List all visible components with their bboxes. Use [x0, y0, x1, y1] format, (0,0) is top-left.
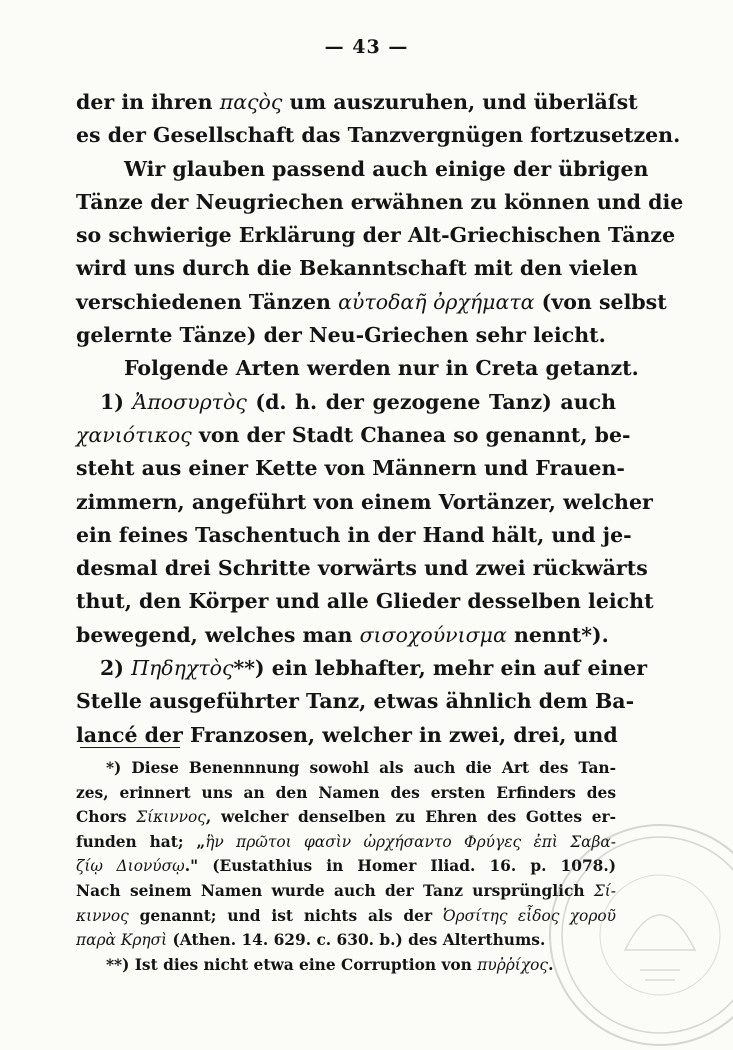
text-span: (d. h. der gezogene Tanz) auch	[246, 389, 616, 414]
text-line	[76, 219, 676, 252]
text-line	[76, 186, 684, 219]
text-span: lancé der Franzosen, welcher in zwei, drei, und	[76, 722, 618, 747]
greek-term: Πηδηχτὸς	[131, 656, 234, 681]
text-span: **) Ist dies nicht etwa eine Corruption von	[106, 955, 478, 974]
text-span: Folgende Arten werden nur in Creta getanzt.	[124, 356, 639, 381]
footnote-line	[76, 904, 616, 929]
text-span: Nach seinem Namen wurde auch der Tanz ursprünglich	[76, 881, 594, 900]
text-line	[76, 119, 681, 152]
greek-term: αὐτοδαῆ ὀρχήματα	[338, 289, 535, 314]
text-span: Tänze der Neugriechen erwähnen zu können und die	[76, 189, 684, 214]
footnote-line	[76, 805, 616, 830]
greek-term: Ἀποσυρτὸς	[132, 389, 247, 414]
text-line	[76, 419, 631, 452]
page-number: — 43 —	[324, 36, 409, 58]
text-line	[76, 153, 649, 186]
text-span: zes, erinnert uns an den Namen des ersten Erfinders des	[76, 783, 616, 802]
greek-term: ζίῳ Διονύσῳ	[76, 857, 185, 876]
greek-term: παςὸς	[219, 90, 283, 114]
greek-term: πυῤῥίχος	[477, 955, 549, 974]
text-span: wird uns durch die Bekanntschaft mit den vielen	[76, 256, 638, 281]
text-line	[76, 452, 625, 485]
text-line	[76, 319, 616, 352]
text-span: 2)	[100, 656, 132, 681]
text-span: es der Gesellschaft das Tanzvergnügen fortzusetzen.	[76, 123, 681, 148]
text-span: ." (Eustathius in Homer Iliad. 16. p. 1078.)	[184, 857, 616, 876]
text-span: desmal drei Schritte vorwärts und zwei rückwärts	[76, 556, 648, 581]
text-span: (von selbst	[534, 289, 667, 314]
text-span: steht aus einer Kette von Männern und Frauen-	[76, 456, 625, 481]
greek-term: Ὀρσίτης εἶδος χοροῦ	[442, 906, 616, 925]
greek-term: χανιότικος	[76, 422, 192, 447]
text-span: ein feines Taschentuch in der Hand hält, und je-	[76, 522, 632, 547]
footnote-line	[76, 953, 616, 978]
text-line	[76, 585, 654, 618]
text-span: zimmern, angeführt von einem Vortänzer, welcher	[76, 489, 653, 514]
footnote-line	[76, 830, 616, 855]
text-span: Wir glauben passend auch einige der übrigen	[124, 156, 649, 181]
footnote-line	[76, 854, 616, 879]
footnote-line	[76, 928, 616, 953]
footnote-line	[76, 756, 616, 781]
text-span: .	[548, 955, 554, 974]
greek-term: ἣν πρῶτοι φασὶν ὠρχήσαντο Φρύγες ἐπὶ Σαβα-	[205, 832, 616, 851]
text-span: von der Stadt Chanea so genannt, be-	[191, 422, 631, 447]
text-span: thut, den Körper und alle Glieder desselben leicht	[76, 589, 654, 614]
text-span: (Athen. 14. 629. c. 630. b.) des Alterthums.	[167, 931, 546, 950]
body-text	[76, 86, 684, 752]
text-line	[76, 552, 648, 585]
text-span: funden hat; „	[76, 832, 206, 851]
text-line	[76, 386, 616, 419]
footnote-line	[76, 879, 616, 904]
greek-term: παρὰ Κρησὶ	[76, 931, 168, 950]
text-line	[76, 685, 635, 718]
text-line	[76, 486, 653, 519]
text-span: genannt; und ist nichts als der	[128, 906, 443, 925]
footnotes	[76, 756, 616, 977]
text-line	[76, 352, 639, 385]
text-span: der in ihren	[76, 90, 220, 114]
text-line	[76, 86, 638, 119]
text-span: bewegend, welches man	[76, 622, 360, 647]
footnote-divider	[80, 747, 180, 748]
text-line	[76, 519, 632, 552]
text-span: um auszuruhen, und überläſst	[282, 90, 638, 114]
text-span: Stelle ausgeführter Tanz, etwas ähnlich dem Ba-	[76, 689, 635, 714]
text-line	[76, 619, 616, 652]
text-span: 1)	[100, 389, 133, 414]
text-span: , welcher denselben zu Ehren des Gottes er-	[205, 808, 616, 827]
text-span: Chors	[76, 808, 137, 827]
greek-term: σισοχούνισμα	[359, 622, 507, 647]
text-span: gelernte Tänze) der Neu-Griechen sehr leicht.	[76, 323, 606, 348]
greek-term: Σί-	[593, 881, 616, 900]
text-line	[76, 286, 667, 319]
text-span: so schwierige Erklärung der Alt-Griechischen Tänze	[76, 223, 676, 248]
greek-term: Σίκιννος	[136, 808, 206, 827]
text-line	[76, 652, 648, 685]
text-span: **) ein lebhafter, mehr ein auf einer	[233, 656, 648, 681]
library-seal-stamp	[545, 820, 733, 1050]
text-span: nennt*).	[506, 622, 609, 647]
greek-term: κιννος	[76, 906, 129, 925]
text-span: verschiedenen Tänzen	[76, 289, 339, 314]
footnote-line	[76, 781, 616, 806]
text-line	[76, 252, 638, 285]
text-span: *) Diese Benennnung sowohl als auch die Art des Tan-	[106, 759, 616, 777]
